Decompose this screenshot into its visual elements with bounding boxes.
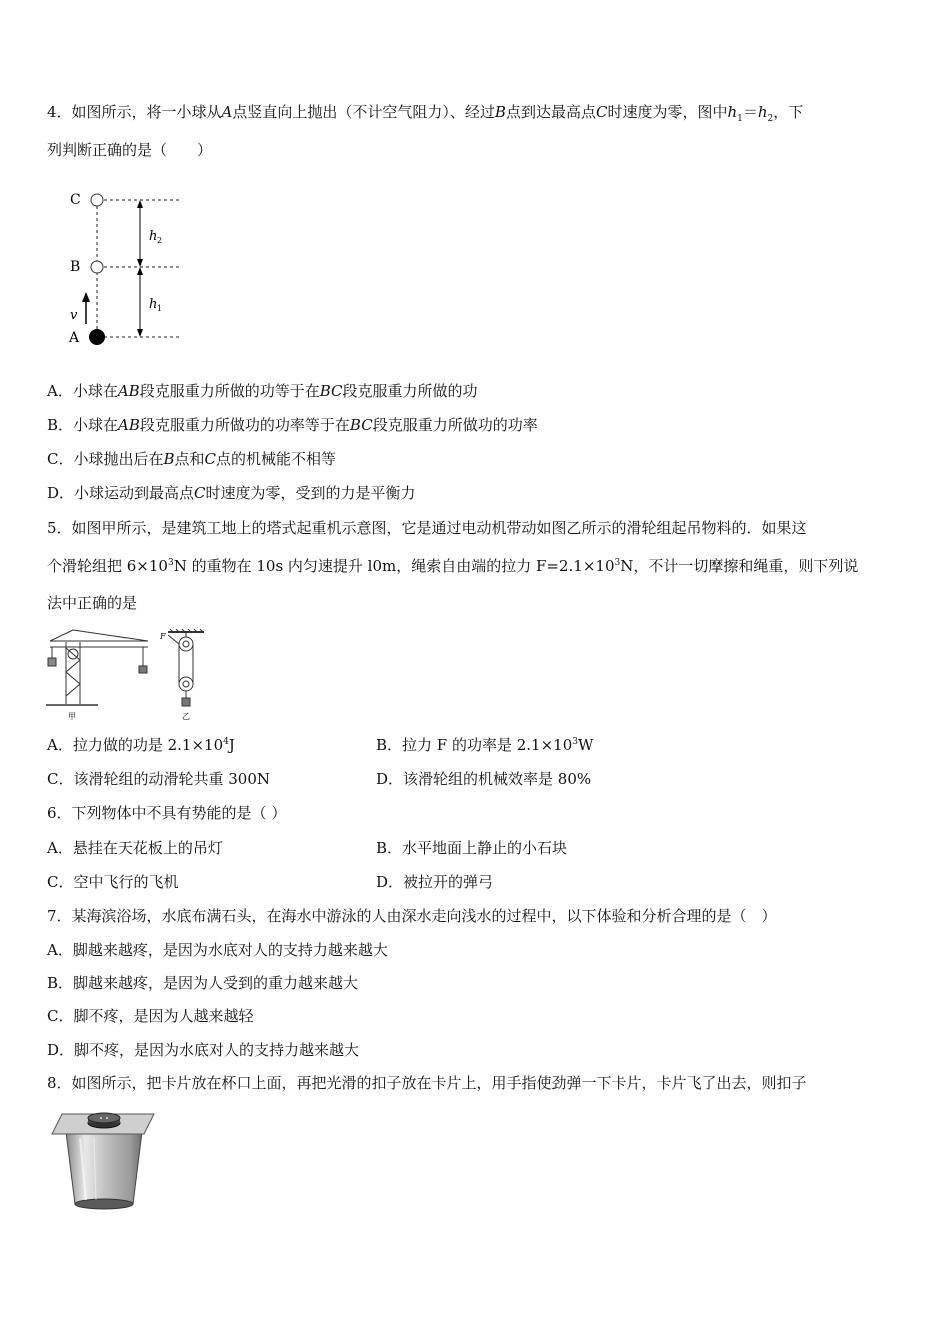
q8-stem: 8．如图所示，把卡片放在杯口上面，再把光滑的扣子放在卡片上，用手指使劲弹一下卡片，卡片飞了出去，则扣子	[47, 1074, 807, 1092]
label-c: C	[70, 192, 81, 208]
ball-c-circle	[91, 194, 103, 206]
q4-stem-line2: 列判断正确的是（ ）	[47, 141, 213, 159]
q7-option-a: A．脚越来越疼，是因为水底对人的支持力越来越大	[47, 941, 388, 959]
q5-option-b: B．拉力 F 的功率是 $2.1\times 10^3W$	[376, 736, 594, 754]
q6-option-c: C．空中飞行的飞机	[47, 873, 179, 891]
label-h1: h	[149, 297, 158, 312]
q5-stem-line1: 5．如图甲所示，是建筑工地上的塔式起重机示意图，它是通过电动机带动如图乙所示的滑轮组起吊物料的．如果这	[47, 519, 807, 537]
q6-option-b: B．水平地面上静止的小石块	[376, 839, 568, 857]
q4-stem-line1: 4．如图所示，将一小球从A点竖直向上抛出（不计空气阻力）、经过B点到达最高点C时速度为零，图中$h_1=h_2$，下	[47, 103, 804, 124]
label-h2-sub: 2	[157, 236, 163, 245]
q4-ball-figure	[64, 184, 194, 349]
q7-option-d: D．脚不疼，是因为水底对人的支持力越来越大	[47, 1041, 360, 1059]
ball-a-circle	[89, 329, 105, 345]
label-yi: 乙	[182, 712, 190, 721]
q4-option-d: D．小球运动到最高点C时速度为零，受到的力是平衡力	[47, 484, 416, 502]
label-f: F	[160, 632, 166, 641]
label-h2: h	[149, 229, 158, 244]
q6-option-d: D．被拉开的弹弓	[376, 873, 494, 891]
q4-option-b: B．小球在AB段克服重力所做功的功率等于在BC段克服重力所做功的功率	[47, 416, 538, 434]
label-jia: 甲	[68, 712, 76, 721]
ball-b-circle	[91, 261, 103, 273]
q7-stem: 7．某海滨浴场，水底布满石头，在海水中游泳的人由深水走向浅水的过程中，以下体验和分析合理的是（ ）	[47, 907, 777, 925]
q6-stem: 6．下列物体中不具有势能的是（ ）	[47, 804, 287, 822]
label-h1-sub: 1	[157, 304, 163, 313]
q8-cup-figure	[50, 1104, 158, 1214]
q5-stem-line2: 个滑轮组把 $6\times 10^3N$ 的重物在 10s 内匀速提升 l0m，绳索自由端的拉力 $F=2.1\times 10^3N$，不计一切摩擦和绳重，则下列说	[47, 557, 859, 575]
q5-option-a: A．拉力做的功是 $2.1\times 10^4J$	[47, 736, 235, 754]
q5-option-d: D．该滑轮组的机械效率是 80%	[376, 770, 592, 788]
q6-option-a: A．悬挂在天花板上的吊灯	[47, 839, 223, 857]
q5-stem-line3: 法中正确的是	[47, 594, 138, 612]
q5-option-c: C．该滑轮组的动滑轮共重 300N	[47, 770, 271, 788]
q4-option-c: C．小球抛出后在B点和C点的机械能不相等	[47, 450, 337, 468]
q5-crane-figure	[46, 628, 216, 723]
label-a: A	[69, 330, 80, 346]
label-v: v	[70, 308, 78, 323]
q7-option-b: B．脚越来越疼，是因为人受到的重力越来越大	[47, 974, 359, 992]
q7-option-c: C．脚不疼，是因为人越来越轻	[47, 1007, 254, 1025]
label-b: B	[70, 259, 81, 275]
q4-option-a: A．小球在AB段克服重力所做的功等于在BC段克服重力所做的功	[47, 382, 478, 400]
